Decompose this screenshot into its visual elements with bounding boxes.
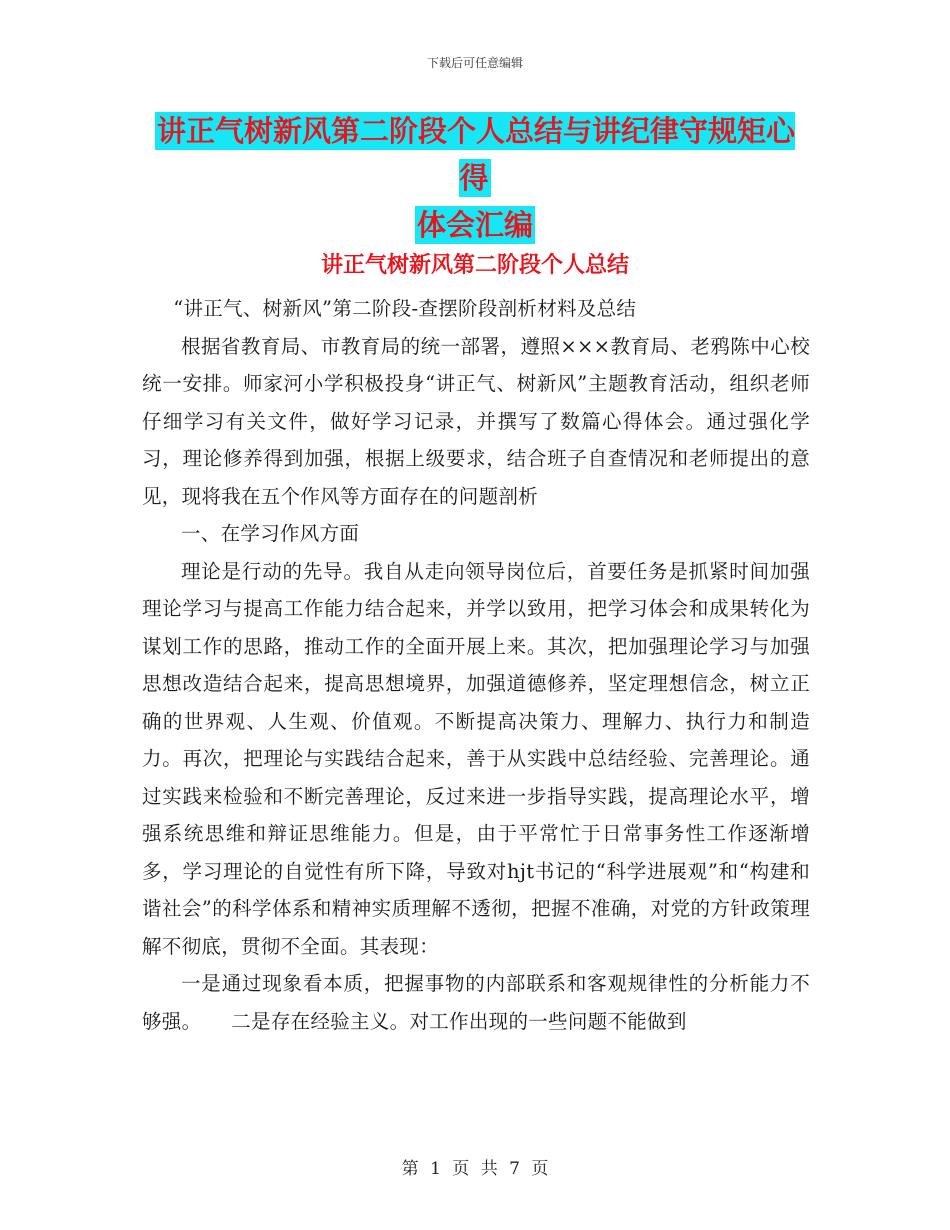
document-title bbox=[150, 108, 800, 249]
paragraph-heading-study-style: 一、在学习作风方面 bbox=[181, 522, 360, 545]
document-title-line-1: 讲正气树新风第二阶段个人总结与讲纪律守规矩心得 bbox=[156, 114, 795, 195]
document-body bbox=[142, 290, 810, 1040]
paragraph-study-style: 理论是行动的先导。我自从走向领导岗位后，首要任务是抓紧时间加强理论学习与提高工作能力结合起来，并学以致用，把学习体会和成果转化为谋划工作的思路，推动工作的全面开展上来。其次，把加强理论学习与加强思想改造结合起来，提高思想境界，加强道德修养，坚定理想信念，树立正确的世界观、人生观、价值观。不断提高决策力、理解力、执行力和制造力。再次，把理论与实践结合起来，善于从实践中总结经验、完善理论。通过实践来检验和不断完善理论，反过来进一步指导实践，提高理论水平，增强系统思维和辩证思维能力。但是，由于平常忙于日常事务性工作逐渐增多，学习理论的自觉性有所下降，导致对hjt书记的“科学进展观”和“构建和谐社会”的科学体系和精神实质理解不透彻，把握不准确，对党的方针政策理解不彻底，贯彻不全面。其表现： bbox=[142, 559, 810, 958]
document-title-line-2: 体会汇编 bbox=[416, 208, 533, 242]
paragraph-problems: 一是通过现象看本质，把握事物的内部联系和客观规律性的分析能力不够强。 二是存在经验主义。对工作出现的一些问题不能做到 bbox=[142, 972, 810, 1033]
page-footer: 第 1 页 共 7 页 bbox=[401, 1159, 549, 1179]
section-title: 讲正气树新风第二阶段个人总结 bbox=[320, 253, 629, 278]
paragraph-intro: 根据省教育局、市教育局的统一部署，遵照×××教育局、老鸦陈中心校统一安排。师家河小学积极投身“讲正气、树新风”主题教育活动，组织老师仔细学习有关文件，做好学习记录，并撰写了数篇心得体会。通过强化学习，理论修养得到加强，根据上级要求，结合班子自查情况和老师提出的意见，现将我在五个作风等方面存在的问题剖析 bbox=[142, 334, 810, 508]
paragraph-subtitle: “讲正气、树新风”第二阶段-查摆阶段剖析材料及总结 bbox=[173, 297, 637, 320]
header-note: 下载后可任意编辑 bbox=[426, 56, 523, 70]
